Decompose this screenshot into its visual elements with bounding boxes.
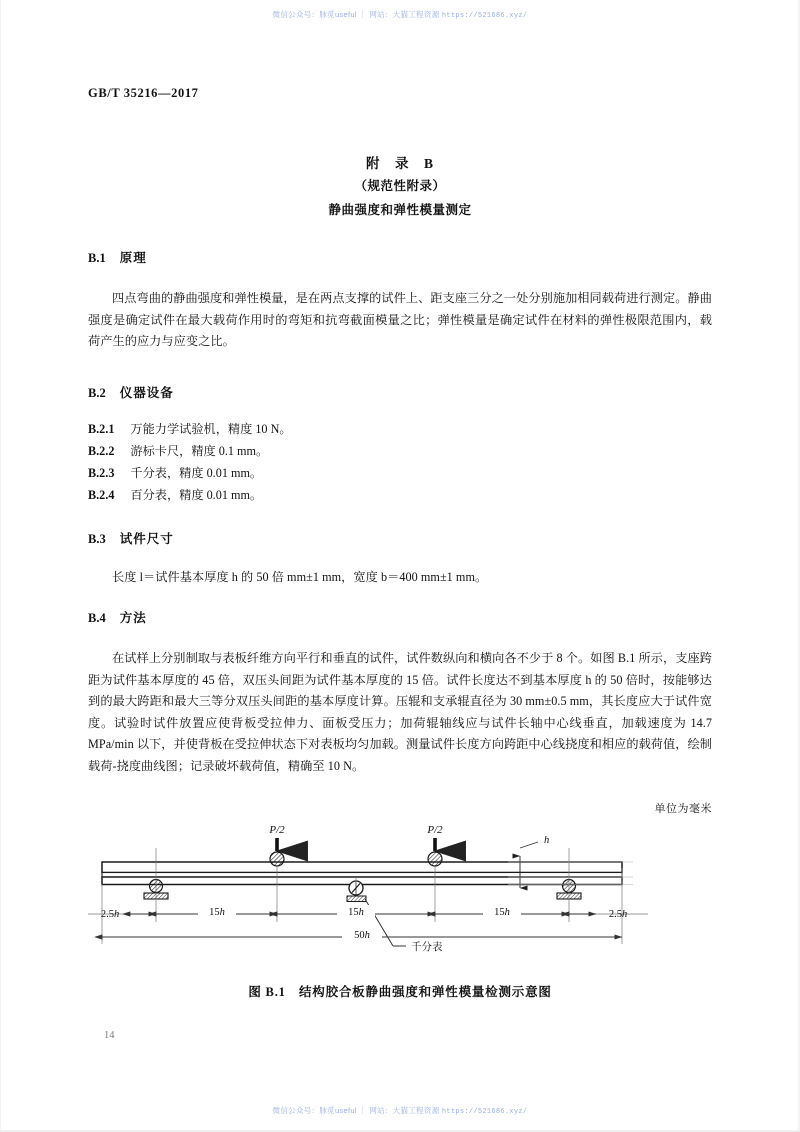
dial-gauge-label-text: 千分表 — [411, 941, 443, 953]
annex-name: 静曲强度和弹性模量测定 — [328, 203, 472, 217]
dim-span-1-text: 15h — [209, 907, 225, 918]
section-heading-b4 — [88, 608, 147, 626]
watermark-top — [0, 9, 800, 20]
item-number: B.2.2 — [88, 444, 115, 458]
paragraph-b1: 四点弯曲的静曲强度和弹性模量，是在两点支撑的试件上、距支座三分之一处分别施加相同载荷进行测定。静曲强度是确定试件在最大载荷作用时的弯矩和抗弯截面模量之比；弹性模量是确定试件在材料的弹性极限范围内，载荷产生的应力与应变之比。 — [88, 291, 712, 348]
paragraph-b4: 在试样上分别制取与表板纤维方向平行和垂直的试件，试件数纵向和横向各不少于 8 个。如图 B.1 所示，支座跨距为试件基本厚度的 45 倍，双压头间距为试件基本厚度的 15 倍。试件长度达不到基本厚度 h 的 50 倍时，按能够达到的最大跨距和最大三等分双压头间距的基本厚度计算。压辊和支承辊直径为 30 mm±0.5 mm，其长度应大于试件宽度。试验时试件放置应使背板受拉伸力、面板受压力；加荷辊轴线应与试件长轴中心线垂直，加载速度为 14.7 MPa/min 以下，并使背板在受拉伸状态下对表板均匀加载。测量试件长度方向跨距中心线挠度和相应的载荷值，绘制载荷-挠度曲线图；记录破坏载荷值，精确至 10 N。 — [88, 651, 712, 773]
load-head-right — [426, 824, 443, 866]
item-number: B.2.1 — [88, 422, 115, 436]
section-title-b2: 仪器设备 — [119, 386, 174, 400]
dim-span-1 — [156, 905, 277, 918]
list-item-b2-3 — [88, 463, 262, 484]
section-title-b3: 试件尺寸 — [119, 532, 174, 546]
dim-total-text: 50h — [354, 930, 370, 941]
figure-units-note: 单位为毫米 — [654, 803, 712, 815]
page-number: 14 — [104, 1030, 115, 1041]
standard-number-header: GB/T 35216—2017 — [88, 86, 199, 100]
section-number-b1: B.1 — [88, 251, 106, 265]
watermark-url: https://521686.xyz/ — [441, 12, 528, 20]
item-text: 百分表，精度 0.01 mm。 — [130, 488, 263, 502]
item-number: B.2.4 — [88, 488, 115, 502]
section-number-b3: B.3 — [88, 532, 106, 546]
section-number-b4: B.4 — [88, 611, 106, 625]
watermark-url: https://521686.xyz/ — [441, 1108, 528, 1116]
load-label-left-text: P/2 — [269, 824, 285, 836]
watermark-bottom — [0, 1105, 800, 1116]
dial-gauge-leader — [365, 899, 443, 953]
section-heading-b2 — [88, 383, 174, 401]
specimen-board — [102, 862, 622, 885]
list-item-b2-4 — [88, 485, 262, 506]
load-label-right-text: P/2 — [427, 824, 443, 836]
paragraph-b3: 长度 l＝试件基本厚度 h 的 50 倍 mm±1 mm，宽度 b＝400 mm±1 mm。 — [112, 570, 488, 584]
item-text: 万能力学试验机，精度 10 N。 — [130, 422, 292, 436]
annex-label: 附 录 B — [365, 156, 434, 171]
dim-span-3-text: 15h — [494, 907, 510, 918]
dim-span-2 — [277, 905, 435, 918]
section-title-b4: 方法 — [119, 611, 147, 625]
dim-total — [102, 928, 622, 941]
dim-thickness-text: h — [544, 835, 550, 846]
annex-type: （规范性附录） — [354, 179, 446, 193]
dim-left-overhang-text: 2.5h — [100, 909, 120, 920]
watermark-text: 微信公众号：脉觅useful ｜ 网站：大猫工程资源 — [272, 10, 442, 19]
section-title-b1: 原理 — [119, 251, 147, 265]
section-heading-b3 — [88, 529, 174, 547]
section-heading-b1 — [88, 248, 147, 266]
dim-left-overhang — [101, 909, 156, 920]
list-item-b2-2 — [88, 441, 268, 462]
dim-span-2-text: 15h — [348, 907, 364, 918]
list-item-b2-1 — [88, 419, 292, 440]
dim-right-overhang — [569, 909, 627, 920]
section-number-b2: B.2 — [88, 386, 106, 400]
dim-right-overhang-text: 2.5h — [608, 909, 628, 920]
load-head-left — [268, 824, 285, 866]
dim-span-3 — [435, 905, 569, 918]
item-number: B.2.3 — [88, 466, 115, 480]
item-text: 千分表，精度 0.01 mm。 — [130, 466, 263, 480]
page-edge-left — [0, 0, 1, 1132]
watermark-text: 微信公众号：脉觅useful ｜ 网站：大猫工程资源 — [272, 1106, 442, 1115]
item-text: 游标卡尺，精度 0.1 mm。 — [130, 444, 269, 458]
figure-caption: 图 B.1 结构胶合板静曲强度和弹性模量检测示意图 — [248, 985, 552, 999]
figure-b1 — [88, 818, 712, 966]
figure-b1-drawing — [88, 818, 712, 966]
